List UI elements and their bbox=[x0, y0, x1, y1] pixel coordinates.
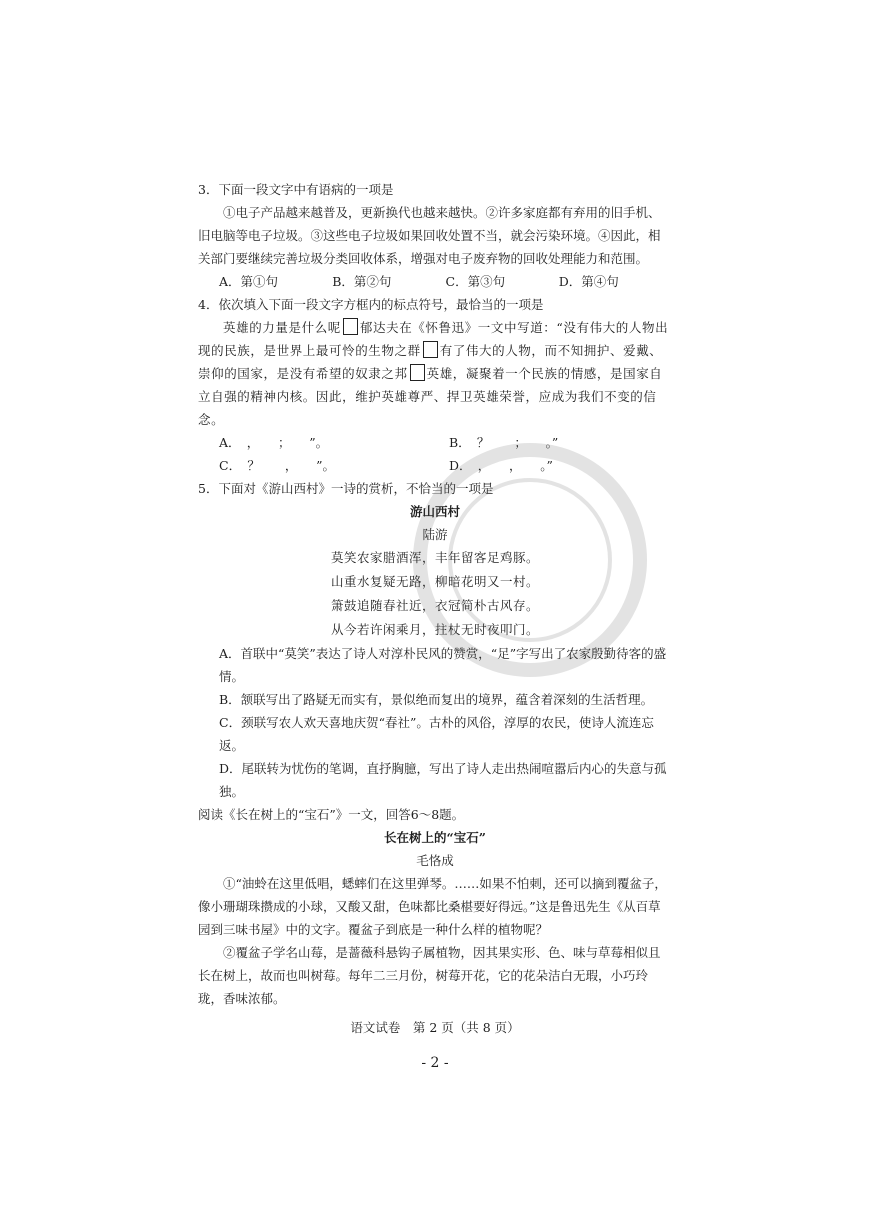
poem-line-1: 莫笑农家腊酒浑，丰年留客足鸡豚。 bbox=[330, 550, 539, 565]
option-a[interactable]: A．首联中“莫笑”表达了诗人对淳朴民风的赞赏，“足”字写出了农家殷勤待客的盛情。 bbox=[219, 646, 667, 684]
option-d[interactable]: D． ， ， 。” bbox=[449, 458, 553, 473]
question-5-stem: 5．下面对《游山西村》一诗的赏析，不恰当的一项是 bbox=[198, 481, 494, 496]
question-4-options-row-2 bbox=[198, 454, 672, 477]
reading-intro: 阅读《长在树上的“宝石”》一文，回答6～8题。 bbox=[198, 807, 465, 822]
option-c[interactable]: C．颈联写农人欢天喜地庆贺“春社”。古朴的风俗，淳厚的农民，使诗人流连忘返。 bbox=[219, 715, 654, 753]
blank-box-3 bbox=[410, 364, 425, 381]
question-3-passage: ①电子产品越来越普及，更新换代也越来越快。②许多家庭都有弃用的旧手机、旧电脑等电子垃圾。③这些电子垃圾如果回收处置不当，就会污染环境。④因此，相关部门要继续完善垃圾分类回收体系，增强对电子废弃物的回收处理能力和范围。 bbox=[198, 205, 661, 266]
option-c[interactable]: C． ？ ， ”。 bbox=[219, 458, 335, 473]
option-a[interactable]: A． ， ； ”。 bbox=[219, 435, 329, 450]
option-c[interactable]: C．第③句 bbox=[445, 274, 506, 289]
option-b[interactable]: B． ？ ； 。” bbox=[449, 435, 559, 450]
option-b[interactable]: B．颔联写出了路疑无而实有，景似绝而复出的境界，蕴含着深刻的生活哲理。 bbox=[219, 692, 654, 707]
question-4-passage bbox=[198, 316, 672, 431]
option-d[interactable]: D．第④句 bbox=[558, 274, 619, 289]
option-d[interactable]: D．尾联转为忧伤的笔调，直抒胸臆，写出了诗人走出热闹喧嚣后内心的失意与孤独。 bbox=[219, 761, 667, 799]
question-4-options-row-1 bbox=[198, 431, 672, 454]
blank-box-1 bbox=[343, 318, 358, 335]
passage-part-2: 郁达夫在《怀鲁迅》一文中写道：“没有伟大的人物出现的民族，是世界上最可怜的生物之群 bbox=[198, 320, 669, 358]
poem-line-3: 箫鼓追随春社近，衣冠简朴古风存。 bbox=[330, 598, 539, 613]
blank-box-2 bbox=[423, 341, 438, 358]
passage-part-1: 英雄的力量是什么呢 bbox=[223, 320, 341, 335]
article-title: 长在树上的“宝石” bbox=[384, 830, 486, 845]
option-a[interactable]: A．第①句 bbox=[219, 274, 279, 289]
question-3-stem: 3．下面一段文字中有语病的一项是 bbox=[198, 182, 394, 197]
page-number: - 2 - bbox=[421, 1054, 449, 1071]
exam-page bbox=[198, 178, 672, 1089]
article-paragraph-1: ①“油蛉在这里低唱，蟋蟀们在这里弹琴。……如果不怕刺，还可以摘到覆盆子，像小珊瑚珠攒成的小球，又酸又甜，色味都比桑椹要好得远。”这是鲁迅先生《从百草园到三味书屋》中的文字。覆盆子到底是一种什么样的植物呢？ bbox=[198, 876, 667, 937]
article-author: 毛恪成 bbox=[416, 853, 454, 868]
poem-title: 游山西村 bbox=[409, 504, 460, 519]
passage-part-4: 英雄，凝聚着一个民族的情感，是国家自立自强的精神内核。因此，维护英雄尊严、捍卫英雄荣誉，应成为我们不变的信念。 bbox=[198, 366, 663, 427]
question-3-options bbox=[198, 270, 672, 293]
option-b[interactable]: B．第②句 bbox=[332, 274, 392, 289]
poem-line-4: 从今若许闲乘月，拄杖无时夜叩门。 bbox=[330, 622, 539, 637]
article-paragraph-2: ②覆盆子学名山莓，是蔷薇科悬钩子属植物，因其果实形、色、味与草莓相似且长在树上，故而也叫树莓。每年二三月份，树莓开花，它的花朵洁白无瑕，小巧玲珑，香味浓郁。 bbox=[198, 945, 661, 1006]
question-4-stem: 4．依次填入下面一段文字方框内的标点符号，最恰当的一项是 bbox=[198, 297, 544, 312]
page-footer: 语文试卷 第 2 页（共 8 页） bbox=[350, 1020, 520, 1035]
passage-part-3: 有了伟大的人物，而不知拥护、爱戴、崇仰的国家，是没有希望的奴隶之邦 bbox=[198, 343, 663, 381]
poem-author: 陆游 bbox=[422, 527, 448, 542]
poem-line-2: 山重水复疑无路，柳暗花明又一村。 bbox=[330, 574, 539, 589]
